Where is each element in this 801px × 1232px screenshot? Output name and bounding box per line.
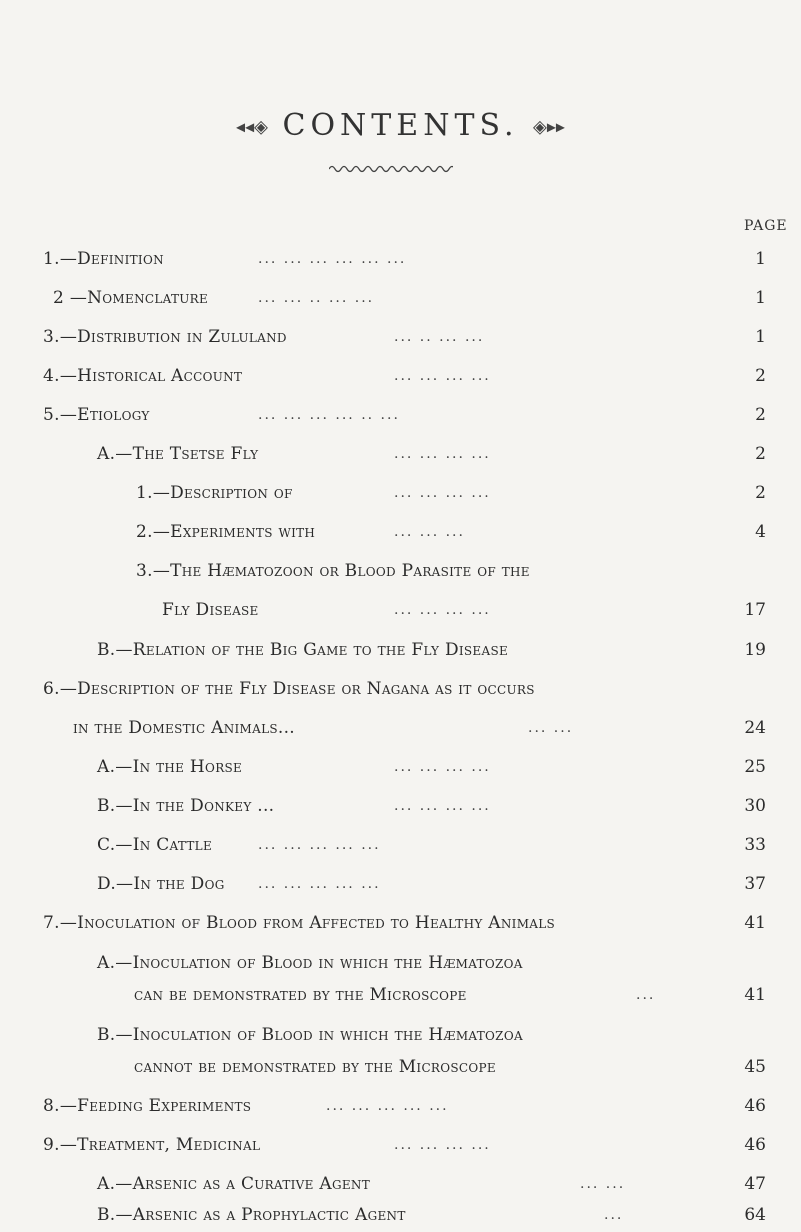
leader-dots: ... ... ... ...: [394, 485, 491, 501]
page-number: 45: [744, 1057, 766, 1077]
toc-entry-description-of: 1.—Description of: [136, 483, 293, 503]
toc-entry-inoculation-a: A.—Inoculation of Blood in which the Hæmatozoa: [97, 953, 523, 973]
toc-entry-dog: D.—In the Dog: [97, 874, 225, 894]
page-number: 30: [744, 796, 766, 816]
leader-dots: ... ...: [580, 1176, 626, 1192]
toc-entry-definition: 1.—Definition: [43, 249, 164, 269]
toc-entry-tsetse-fly: A.—The Tsetse Fly: [97, 444, 259, 464]
leader-dots: ... ...: [528, 720, 574, 736]
toc-entry-inoculation-b-cont: cannot be demonstrated by the Microscope: [134, 1057, 496, 1077]
page-number: 1: [755, 249, 766, 269]
right-flourish-icon: ◈▸▸: [533, 116, 565, 138]
toc-entry-inoculation: 7.—Inoculation of Blood from Affected to Healthy Animals: [43, 913, 556, 933]
leader-dots: ... ... ... ...: [394, 368, 491, 384]
page-number: 37: [744, 874, 766, 894]
page-number: 41: [744, 913, 766, 933]
page-number: 47: [744, 1174, 766, 1194]
toc-entry-arsenic-prophylactic: B.—Arsenic as a Prophylactic Agent: [97, 1205, 406, 1225]
toc-entry-arsenic-curative: A.—Arsenic as a Curative Agent: [97, 1174, 371, 1194]
page-number: 33: [744, 835, 766, 855]
page-number: 4: [755, 522, 766, 542]
page-number: 2: [755, 444, 766, 464]
page-number: 19: [744, 640, 766, 660]
page-number: 1: [755, 327, 766, 347]
leader-dots: ... ... ... ...: [394, 798, 491, 814]
title-text: CONTENTS.: [282, 108, 519, 143]
page-number: 64: [744, 1205, 766, 1225]
toc-entry-domestic-animals: in the Domestic Animals...: [73, 718, 296, 738]
page-number: 46: [744, 1096, 766, 1116]
toc-entry-treatment: 9.—Treatment, Medicinal: [43, 1135, 261, 1155]
toc-entry-etiology: 5.—Etiology: [43, 405, 150, 425]
page-number: 1: [755, 288, 766, 308]
toc-entry-haematozoon: 3.—The Hæmatozoon or Blood Parasite of the: [136, 561, 530, 581]
leader-dots: ... ... ... ... ...: [326, 1098, 449, 1114]
page-number: 24: [744, 718, 766, 738]
page-number: 2: [755, 483, 766, 503]
leader-dots: ... ... ...: [394, 524, 465, 540]
left-flourish-icon: ◂◂◈: [236, 116, 268, 138]
leader-dots: ... ... ... ... ... ...: [258, 251, 407, 267]
toc-entry-nagana: 6.—Description of the Fly Disease or Nagana as it occurs: [43, 679, 535, 699]
toc-entry-inoculation-a-cont: can be demonstrated by the Microscope: [134, 985, 467, 1005]
toc-entry-horse: A.—In the Horse: [97, 757, 243, 777]
toc-entry-inoculation-b: B.—Inoculation of Blood in which the Hæmatozoa: [97, 1025, 523, 1045]
page-title: [0, 108, 801, 143]
leader-dots: ... ... ... ...: [394, 759, 491, 775]
leader-dots: ... ... ... ... .. ...: [258, 407, 400, 423]
page-number: 2: [755, 366, 766, 386]
toc-entry-cattle: C.—In Cattle: [97, 835, 213, 855]
toc-entry-historical: 4.—Historical Account: [43, 366, 243, 386]
toc-entry-donkey: B.—In the Donkey ...: [97, 796, 275, 816]
page-number: 25: [744, 757, 766, 777]
toc-entry-big-game: B.—Relation of the Big Game to the Fly Disease: [97, 640, 509, 660]
toc-entry-feeding: 8.—Feeding Experiments: [43, 1096, 252, 1116]
leader-dots: ... ... ... ...: [394, 446, 491, 462]
wavy-divider: [329, 164, 453, 174]
page-number: 46: [744, 1135, 766, 1155]
leader-dots: ...: [604, 1207, 624, 1223]
toc-entry-distribution: 3.—Distribution in Zululand: [43, 327, 287, 347]
page-number: 41: [744, 985, 766, 1005]
page-number: 2: [755, 405, 766, 425]
leader-dots: ... .. ... ...: [394, 329, 485, 345]
toc-entry-fly-disease: Fly Disease: [162, 600, 259, 620]
leader-dots: ... ... ... ... ...: [258, 837, 381, 853]
page-column-header: PAGE: [744, 218, 788, 234]
page-number: 17: [744, 600, 766, 620]
leader-dots: ... ... ... ...: [394, 602, 491, 618]
leader-dots: ... ... ... ... ...: [258, 876, 381, 892]
leader-dots: ... ... .. ... ...: [258, 290, 375, 306]
leader-dots: ... ... ... ...: [394, 1137, 491, 1153]
leader-dots: ...: [636, 987, 656, 1003]
toc-entry-nomenclature: 2 —Nomenclature: [53, 288, 209, 308]
toc-entry-experiments-with: 2.—Experiments with: [136, 522, 316, 542]
